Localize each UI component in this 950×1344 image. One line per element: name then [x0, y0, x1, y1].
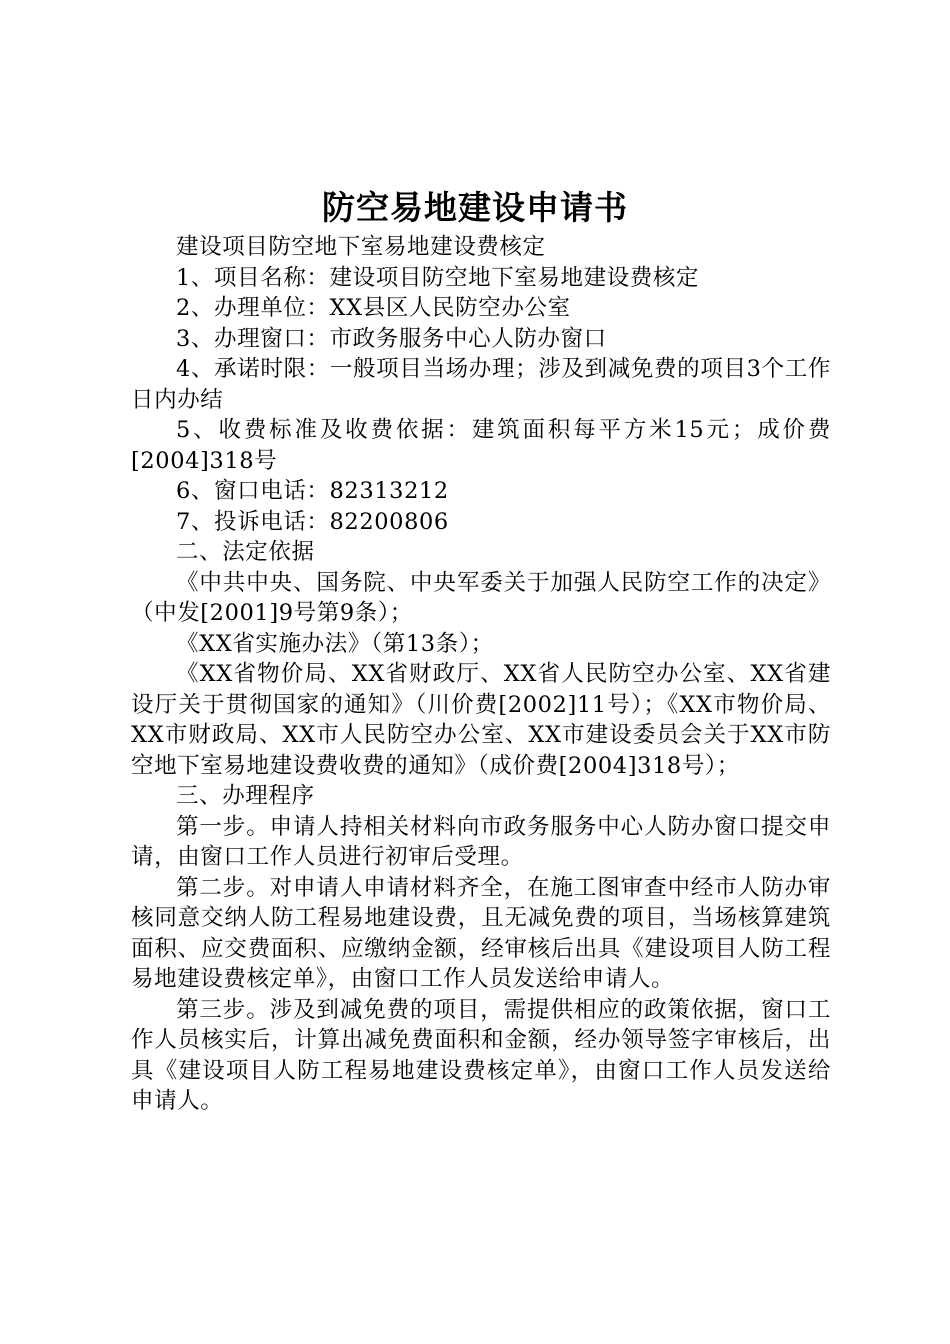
section-heading-procedure: 三、办理程序: [176, 783, 315, 809]
document-title: 防空易地建设申请书: [322, 188, 628, 227]
paragraph-window-phone: 6、窗口电话：82313212: [176, 478, 449, 504]
paragraph-step-1: 第一步。申请人持相关材料向市政务服务中心人防办窗口提交申请，由窗口工作人员进行初审后受理。: [131, 813, 831, 870]
paragraph-time-limit: 4、承诺时限：一般项目当场办理；涉及到减免费的项目3个工作日内办结: [131, 356, 831, 413]
section-heading-legal-basis: 二、法定依据: [176, 539, 315, 565]
paragraph-step-2: 第二步。对申请人申请材料齐全，在施工图审查中经市人防办审核同意交纳人防工程易地建设费，且无减免费的项目，当场核算建筑面积、应交费面积、应缴纳金额，经审核后出具《建设项目人防工程易地建设费核定单》，由窗口工作人员发送给申请人。: [131, 874, 831, 992]
paragraph-handling-unit: 2、办理单位：XX县区人民防空办公室: [176, 295, 571, 321]
paragraph-step-3: 第三步。涉及到减免费的项目，需提供相应的政策依据，窗口工作人员核实后，计算出减免费面积和金额，经办领导签字审核后，出具《建设项目人防工程易地建设费核定单》，由窗口工作人员发送给申请人。: [131, 996, 831, 1114]
document-body: [131, 232, 831, 1117]
paragraph-handling-window: 3、办理窗口：市政务服务中心人防办窗口: [176, 325, 607, 352]
paragraph-complaint-phone: 7、投诉电话：82200806: [176, 508, 449, 535]
paragraph-fee-standard: 5、收费标准及收费依据：建筑面积每平方米15元；成价费[2004]318号: [131, 417, 831, 474]
paragraph-project-heading: 建设项目防空地下室易地建设费核定: [176, 234, 546, 260]
paragraph-legal-basis-3: 《XX省物价局、XX省财政厅、XX省人民防空办公室、XX省建设厅关于贯彻国家的通知》（川价费[2002]11号）；《XX市物价局、XX市财政局、XX市人民防空办公室、XX市建设委员会关于XX市防空地下室易地建设费收费的通知》（成价费[2004]318号）；: [131, 661, 831, 779]
paragraph-legal-basis-2: 《XX省实施办法》（第13条）；: [176, 630, 494, 657]
paragraph-project-name: 1、项目名称：建设项目防空地下室易地建设费核定: [176, 264, 700, 291]
paragraph-legal-basis-1: 《中共中央、国务院、中央军委关于加强人民防空工作的决定》（中发[2001]9号第9条）；: [131, 569, 831, 626]
